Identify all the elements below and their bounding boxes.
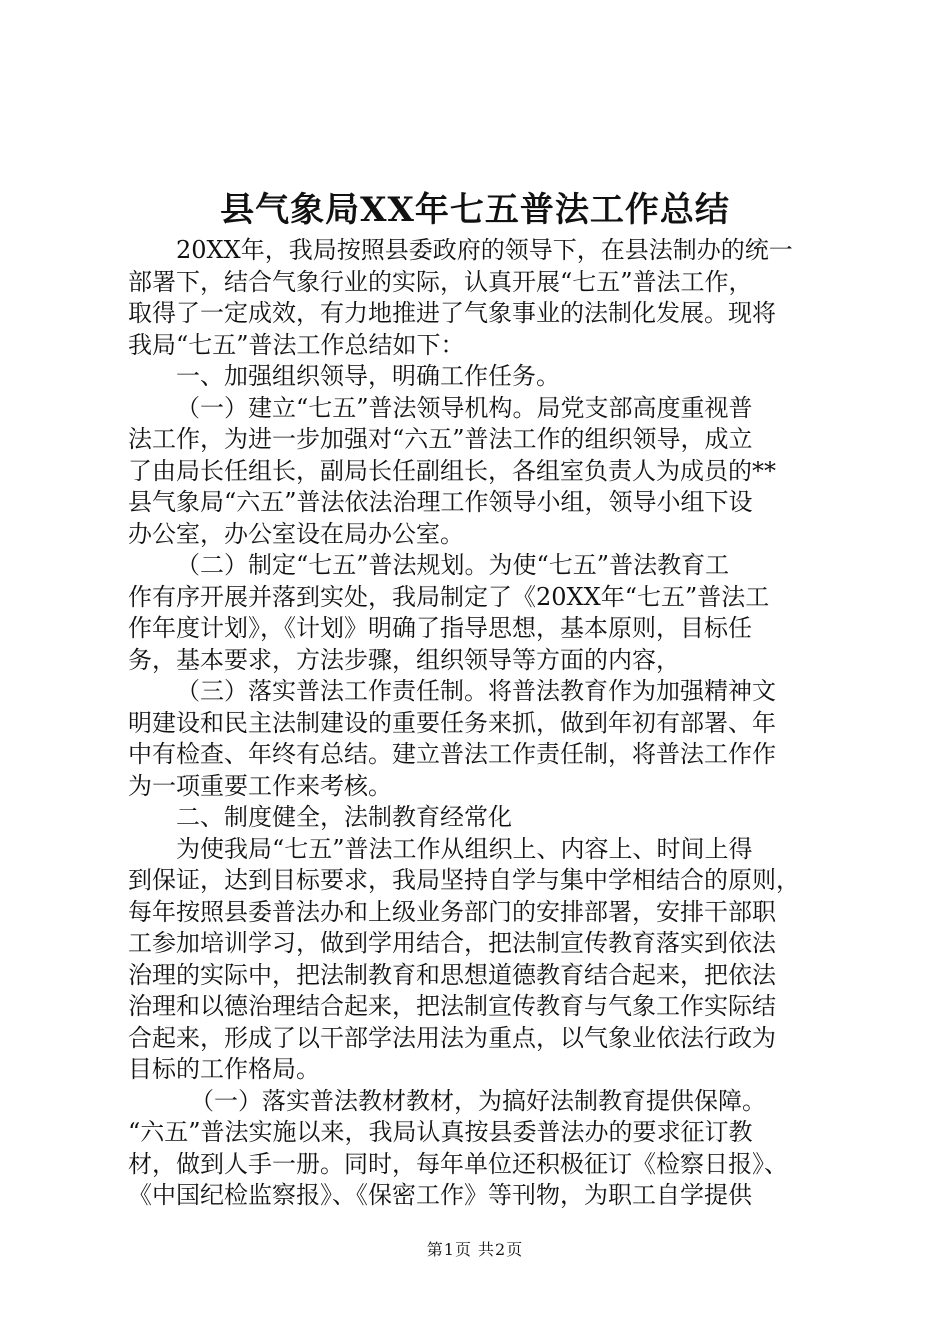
body-line: 务，基本要求，方法步骤，组织领导等方面的内容， xyxy=(128,645,680,674)
body-line: 20XX年，我局按照县委政府的领导下，在县法制办的统一 xyxy=(176,236,793,264)
body-line: 法工作，为进一步加强对“六五”普法工作的组织领导，成立 xyxy=(128,425,753,453)
body-line: （一）建立“七五”普法领导机构。局党支部高度重视普 xyxy=(176,393,753,422)
section-heading: 一、加强组织领导，明确工作任务。 xyxy=(176,362,560,390)
body-line: 部署下，结合气象行业的实际，认真开展“七五”普法工作， xyxy=(128,267,753,296)
body-line: 办公室，办公室设在局办公室。 xyxy=(128,519,464,548)
body-line: 为一项重要工作来考核。 xyxy=(128,771,392,800)
document-body xyxy=(128,235,828,1212)
body-line: 作年度计划》，《计划》明确了指导思想，基本原则，目标任 xyxy=(128,614,752,642)
body-line: 作有序开展并落到实处，我局制定了《20XX年“七五”普法工 xyxy=(128,582,770,611)
body-line: 目标的工作格局。 xyxy=(128,1055,320,1083)
body-line: （二）制定“七五”普法规划。为使“七五”普法教育工 xyxy=(176,551,730,579)
body-line: （三）落实普法工作责任制。将普法教育作为加强精神文 xyxy=(176,677,776,705)
body-line: 我局“七五”普法工作总结如下： xyxy=(128,330,465,359)
document-title: 县气象局XX年七五普法工作总结 xyxy=(220,190,730,230)
body-line: 治理的实际中，把法制教育和思想道德教育结合起来，把依法 xyxy=(128,960,776,989)
body-line: （一）落实普法教材教材，为搞好法制教育提供保障。 xyxy=(190,1086,766,1115)
body-line: “六五”普法实施以来，我局认真按县委普法办的要求征订教 xyxy=(128,1118,753,1146)
body-line: 县气象局“六五”普法依法治理工作领导小组，领导小组下设 xyxy=(128,488,753,516)
body-line: 到保证，达到目标要求，我局坚持自学与集中学相结合的原则， xyxy=(128,866,800,894)
page-footer: 第1页 共2页 xyxy=(426,1240,524,1259)
body-line: 治理和以德治理结合起来，把法制宣传教育与气象工作实际结 xyxy=(128,992,776,1020)
body-line: 了由局长任组长，副局长任副组长，各组室负责人为成员的** xyxy=(128,456,776,485)
section-heading: 二、制度健全，法制教育经常化 xyxy=(176,803,512,831)
body-line: 取得了一定成效，有力地推进了气象事业的法制化发展。现将 xyxy=(128,299,776,327)
body-line: 工参加培训学习，做到学用结合，把法制宣传教育落实到依法 xyxy=(128,929,776,957)
body-line: 明建设和民主法制建设的重要任务来抓，做到年初有部署、年 xyxy=(128,708,776,737)
body-line: 每年按照县委普法办和上级业务部门的安排部署，安排干部职 xyxy=(128,897,776,926)
body-line: 材，做到人手一册。同时，每年单位还积极征订《检察日报》、 xyxy=(128,1149,788,1178)
body-line: 合起来，形成了以干部学法用法为重点，以气象业依法行政为 xyxy=(128,1023,776,1052)
body-line: 《中国纪检监察报》、《保密工作》等刊物，为职工自学提供 xyxy=(128,1181,752,1209)
body-line: 中有检查、年终有总结。建立普法工作责任制，将普法工作作 xyxy=(128,740,776,768)
body-line: 为使我局“七五”普法工作从组织上、内容上、时间上得 xyxy=(176,834,753,863)
